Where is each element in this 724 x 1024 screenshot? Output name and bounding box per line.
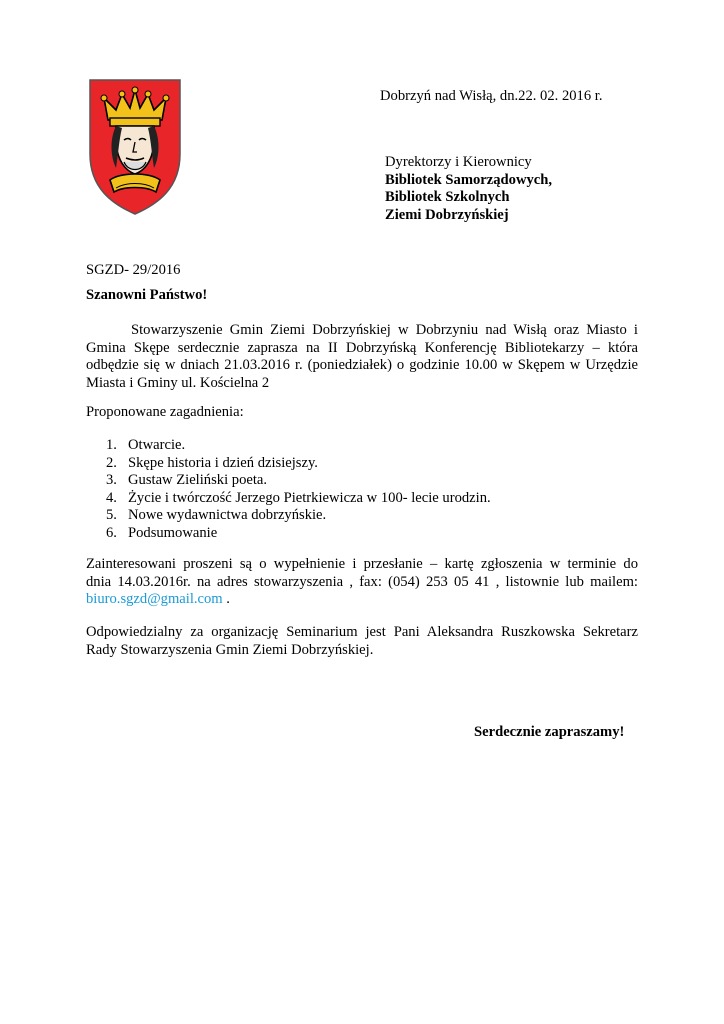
- recipient-line: Dyrektorzy i Kierownicy: [385, 154, 532, 170]
- organizer-paragraph: [86, 624, 638, 659]
- list-text: Życie i twórczość Jerzego Pietrkiewicza w 100- lecie urodzin.: [128, 489, 491, 506]
- paragraph-line: Zainteresowani proszeni są o wypełnienie i przesłanie – kartę zgłoszenia w terminie do: [86, 556, 638, 572]
- recipient-line: Bibliotek Szkolnych: [385, 189, 510, 205]
- paragraph-line: Stowarzyszenie Gmin Ziemi Dobrzyńskiej w Dobrzyniu nad Wisłą oraz Miasto i: [131, 322, 638, 338]
- list-item: [106, 525, 491, 543]
- list-text: Otwarcie.: [128, 437, 186, 453]
- list-number: 2.: [106, 454, 117, 471]
- list-item: [106, 437, 491, 455]
- list-number: 6.: [106, 524, 117, 541]
- invitation-paragraph: [86, 322, 638, 392]
- list-item: [106, 455, 491, 473]
- registration-paragraph: [86, 556, 638, 609]
- list-number: 4.: [106, 489, 117, 506]
- salutation: Szanowni Państwo!: [86, 287, 208, 303]
- reference-number: SGZD- 29/2016: [86, 262, 181, 278]
- list-item: [106, 507, 491, 525]
- paragraph-line: Miasta i Gminy ul. Kościelna 2: [86, 374, 270, 391]
- email-trailing-text: .: [222, 591, 230, 607]
- paragraph-line: Gmina Skępe serdecznie zaprasza na II Dobrzyńską Konferencję Bibliotekarzy – która: [86, 339, 638, 356]
- date-line: Dobrzyń nad Wisłą, dn.22. 02. 2016 r.: [380, 88, 603, 104]
- paragraph-line: odbędzie się w dniach 21.03.2016 r. (poniedziałek) o godzinie 10.00 w Skępem w Urzędzie: [86, 357, 638, 373]
- coat-of-arms-icon: [86, 76, 184, 218]
- list-text: Podsumowanie: [128, 524, 218, 541]
- topics-heading: Proponowane zagadnienia:: [86, 404, 244, 420]
- list-number: 1.: [106, 437, 117, 453]
- topics-list: [106, 437, 491, 542]
- list-text: Skępe historia i dzień dzisiejszy.: [128, 454, 318, 471]
- paragraph-line: Odpowiedzialny za organizację Seminarium jest Pani Aleksandra Ruszkowska Sekretarz: [86, 624, 638, 640]
- closing-line: Serdecznie zapraszamy!: [474, 724, 625, 740]
- list-number: 5.: [106, 507, 117, 523]
- paragraph-line: Rady Stowarzyszenia Gmin Ziemi Dobrzyńskiej.: [86, 641, 374, 658]
- list-text: Gustaw Zieliński poeta.: [128, 472, 268, 488]
- recipient-line: Ziemi Dobrzyńskiej: [385, 206, 509, 223]
- email-link[interactable]: biuro.sgzd@gmail.com: [86, 591, 223, 607]
- recipient-line: Bibliotek Samorządowych,: [385, 171, 553, 188]
- list-item: [106, 490, 491, 508]
- paragraph-line: [86, 591, 638, 609]
- recipient-block: [385, 154, 552, 224]
- list-number: 3.: [106, 472, 117, 488]
- paragraph-line: dnia 14.03.2016r. na adres stowarzyszenia , fax: (054) 253 05 41 , listownie lub mailem:: [86, 573, 638, 590]
- list-text: Nowe wydawnictwa dobrzyńskie.: [128, 507, 327, 523]
- list-item: [106, 472, 491, 490]
